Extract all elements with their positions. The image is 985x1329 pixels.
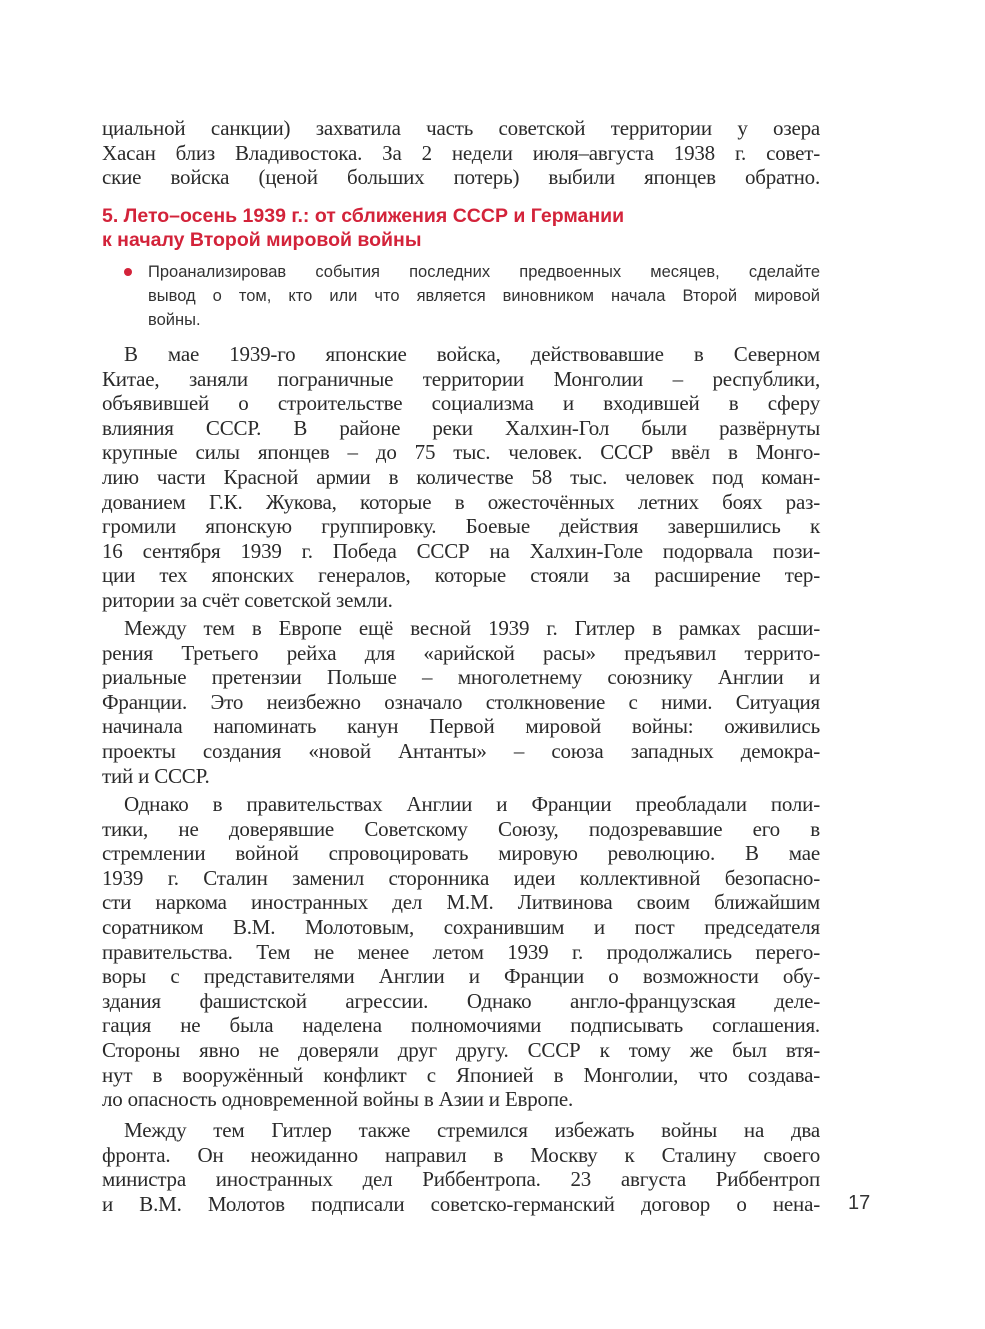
- text-line: к началу Второй мировой войны: [102, 229, 422, 251]
- text-line: 1939 г. Сталин заменил сторонника идеи коллективной безопасно-: [102, 865, 820, 890]
- text-line: Стороны явно не доверяли друг другу. СССР к тому же был втя-: [102, 1037, 820, 1062]
- text-line: В мае 1939-го японские войска, действовавшие в Северном: [124, 342, 820, 366]
- text-line: вывод о том, кто или что является виновником начала Второй мировой: [148, 287, 820, 305]
- text-line: объявившей о строительстве социализма и входившей в сферу: [102, 391, 820, 416]
- text-line: министра иностранных дел Риббентропа. 23 августа Риббентроп: [102, 1167, 820, 1192]
- text-line: ритории за счёт советской земли.: [102, 587, 393, 612]
- text-line: здания фашистской агрессии. Однако англо-французская деле-: [102, 988, 820, 1013]
- text-line: ские войска (ценой больших потерь) выбили японцев обратно.: [102, 165, 820, 190]
- text-line: войны.: [148, 311, 201, 329]
- paragraph-europe: [102, 616, 820, 788]
- text-line: фронта. Он неожиданно направил в Москву к Сталину своего: [102, 1142, 820, 1167]
- text-line: Франции. Это неизбежно означало столкновение с ними. Ситуация: [102, 689, 820, 714]
- paragraph-khalkhin-gol: [102, 342, 820, 613]
- text-line: Между тем в Европе ещё весной 1939 г. Гитлер в рамках расши-: [124, 616, 820, 640]
- text-line: и В.М. Молотов подписали советско-германский договор о нена-: [102, 1191, 820, 1216]
- text-line: стремлении войной спровоцировать мировую революцию. В мае: [102, 841, 820, 866]
- text-line: риальные претензии Польше – многолетнему союзнику Англии и: [102, 665, 820, 690]
- text-line: ции тех японских генералов, которые стояли за расширение тер-: [102, 563, 820, 588]
- text-line: дованием Г.К. Жукова, которые в ожесточённых летних боях раз-: [102, 489, 820, 514]
- section-heading: [102, 204, 820, 252]
- text-line: тий и СССР.: [102, 763, 210, 788]
- text-line: 16 сентября 1939 г. Победа СССР на Халхин-Голе подорвала пози-: [102, 538, 820, 563]
- text-line: начинала напоминать канун Первой мировой войны: оживились: [102, 714, 820, 739]
- text-line: Китае, заняли пограничные территории Монголии – республики,: [102, 366, 820, 391]
- text-line: крупные силы японцев – до 75 тыс. человек. СССР ввёл в Монго-: [102, 440, 820, 465]
- page-number: 17: [848, 1192, 871, 1214]
- text-line: правительства. Тем не менее летом 1939 г. продолжались перего-: [102, 939, 820, 964]
- text-line: проекты создания «новой Антанты» – союза западных демокра-: [102, 738, 820, 763]
- text-line: влияния СССР. В районе реки Халхин-Гол были развёрнуты: [102, 415, 820, 440]
- text-line: соратником В.М. Молотовым, сохранившим и пост председателя: [102, 914, 820, 939]
- text-line: тики, не доверявшие Советскому Союзу, подозревавшие его в: [102, 816, 820, 841]
- text-line: Хасан близ Владивостока. За 2 недели июля–августа 1938 г. совет-: [102, 140, 820, 165]
- text-line: нут в вооружённый конфликт с Японией в Монголии, что создава-: [102, 1062, 820, 1087]
- paragraph-negotiations: [102, 792, 820, 1112]
- text-line: лию части Красной армии в количестве 58 тыс. человек под коман-: [102, 464, 820, 489]
- task-bullet: [148, 260, 820, 332]
- intro-paragraph: [102, 116, 820, 190]
- text-line: Между тем Гитлер также стремился избежать войны на два: [124, 1118, 820, 1142]
- text-line: Проанализировав события последних предвоенных месяцев, сделайте: [148, 263, 820, 281]
- text-line: ло опасность одновременной войны в Азии и Европе.: [102, 1087, 574, 1112]
- text-line: воры с представителями Англии и Франции о возможности обу-: [102, 964, 820, 989]
- bullet-icon: [124, 268, 132, 276]
- text-line: гация не была наделена полномочиями подписывать соглашения.: [102, 1013, 820, 1038]
- text-line: сти наркома иностранных дел М.М. Литвинова своим ближайшим: [102, 890, 820, 915]
- paragraph-pact: [102, 1118, 820, 1216]
- text-line: громили японскую группировку. Боевые действия завершились к: [102, 514, 820, 539]
- text-line: 5. Лето–осень 1939 г.: от сближения СССР и Германии: [102, 205, 625, 227]
- text-line: рения Третьего рейха для «арийской расы» предъявил террито-: [102, 640, 820, 665]
- text-line: Однако в правительствах Англии и Франции преобладали поли-: [124, 792, 820, 816]
- text-line: циальной санкции) захватила часть советской территории у озера: [102, 116, 820, 140]
